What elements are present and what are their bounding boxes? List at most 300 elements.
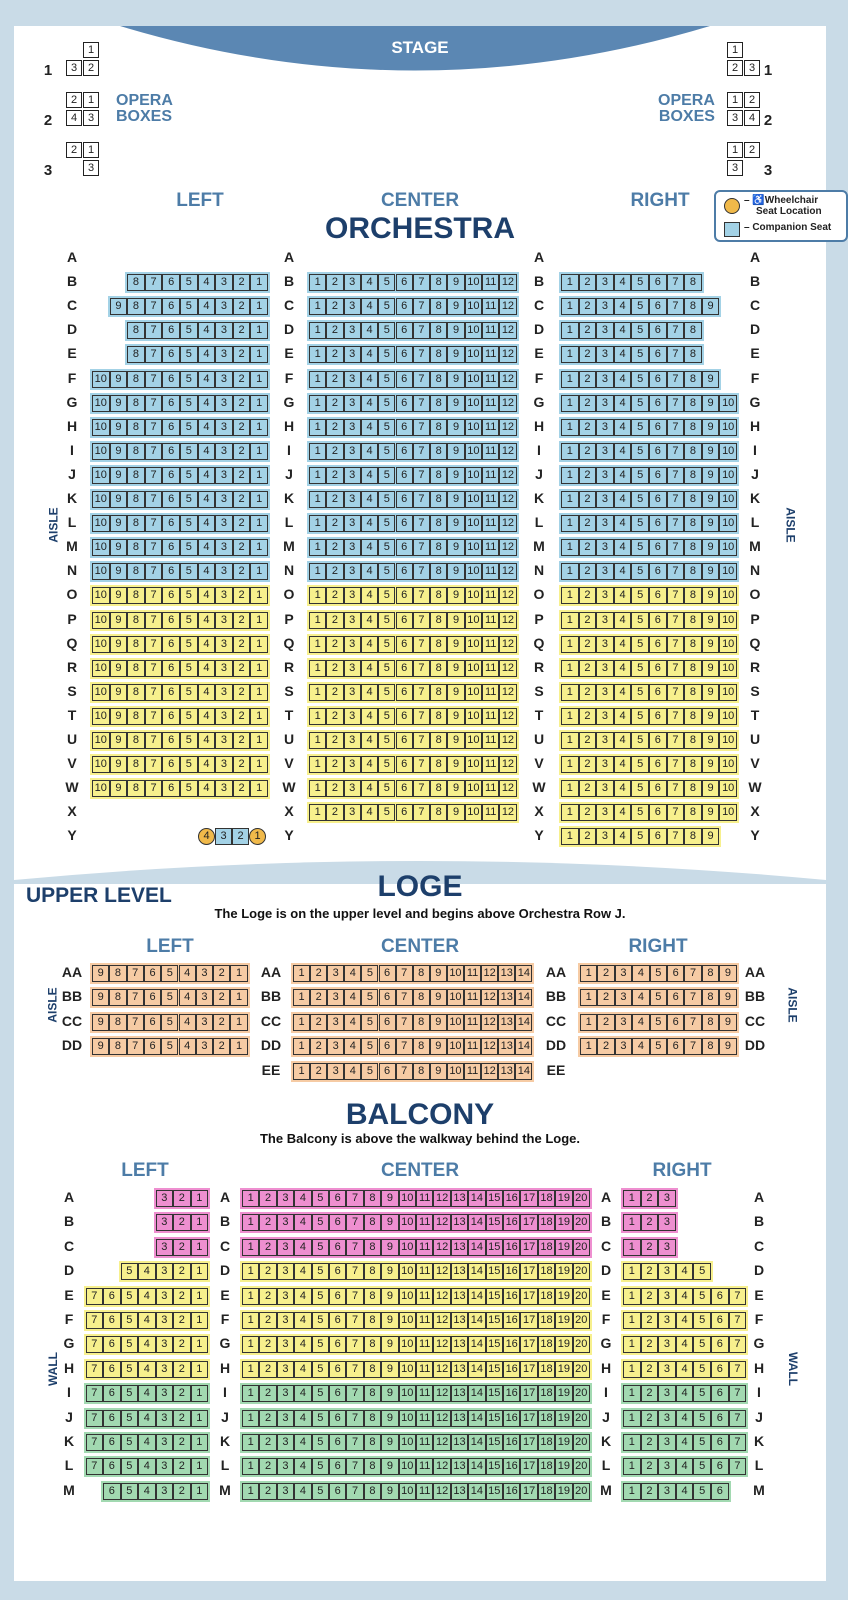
seat[interactable]: 14	[468, 1312, 485, 1329]
seat[interactable]: 16	[503, 1458, 520, 1475]
seat[interactable]: 2	[233, 539, 251, 556]
seat[interactable]: 3	[156, 1214, 174, 1231]
seat[interactable]: 2	[326, 322, 343, 339]
opera-box-seat[interactable]: 1	[727, 92, 743, 108]
seat[interactable]: 10	[92, 563, 110, 580]
seat[interactable]: 10	[92, 443, 110, 460]
seat[interactable]: 5	[693, 1385, 711, 1402]
seat[interactable]: 2	[233, 322, 251, 339]
seat[interactable]: 10	[719, 563, 737, 580]
seat[interactable]: 4	[614, 612, 632, 629]
seat[interactable]: 7	[86, 1288, 104, 1305]
seat[interactable]: 6	[649, 539, 667, 556]
seat[interactable]: 2	[326, 443, 343, 460]
seat[interactable]: 10	[92, 756, 110, 773]
seat[interactable]: 4	[632, 989, 649, 1006]
seat[interactable]: 3	[344, 298, 361, 315]
seat[interactable]: 1	[309, 660, 326, 677]
seat[interactable]: 7	[413, 274, 430, 291]
seat[interactable]: 15	[486, 1288, 503, 1305]
seat[interactable]: 9	[447, 419, 464, 436]
seat[interactable]: 1	[250, 346, 268, 363]
seat[interactable]: 5	[631, 467, 649, 484]
seat[interactable]: 4	[198, 419, 216, 436]
seat[interactable]: 5	[312, 1288, 329, 1305]
seat[interactable]: 10	[447, 1014, 464, 1031]
seat[interactable]: 1	[309, 780, 326, 797]
seat[interactable]: 1	[293, 1038, 310, 1055]
seat[interactable]: 1	[191, 1214, 209, 1231]
seat[interactable]: 16	[503, 1190, 520, 1207]
seat[interactable]: 3	[596, 491, 614, 508]
seat[interactable]: 6	[396, 322, 413, 339]
seat[interactable]: 5	[650, 989, 667, 1006]
seat[interactable]: 8	[684, 419, 702, 436]
seat[interactable]: 7	[145, 346, 163, 363]
seat[interactable]: 15	[486, 1458, 503, 1475]
seat[interactable]: 4	[614, 274, 632, 291]
seat[interactable]: 5	[378, 612, 395, 629]
seat[interactable]: 1	[561, 732, 579, 749]
seat[interactable]: 1	[561, 780, 579, 797]
seat[interactable]: 15	[486, 1483, 503, 1500]
seat[interactable]: 9	[92, 965, 109, 982]
seat[interactable]: 5	[631, 828, 649, 845]
seat[interactable]: 1	[623, 1410, 641, 1427]
seat[interactable]: 9	[447, 346, 464, 363]
seat[interactable]: 9	[702, 539, 720, 556]
seat[interactable]: 5	[378, 756, 395, 773]
seat[interactable]: 7	[729, 1458, 747, 1475]
seat[interactable]: 4	[198, 443, 216, 460]
seat[interactable]: 5	[361, 1038, 378, 1055]
seat[interactable]: 10	[92, 660, 110, 677]
seat[interactable]: 3	[215, 346, 233, 363]
seat[interactable]: 4	[676, 1483, 694, 1500]
seat[interactable]: 16	[503, 1263, 520, 1280]
seat[interactable]: 7	[145, 587, 163, 604]
seat[interactable]: 2	[326, 467, 343, 484]
seat[interactable]: 6	[103, 1312, 121, 1329]
seat[interactable]: 6	[329, 1458, 346, 1475]
seat[interactable]: 16	[503, 1483, 520, 1500]
seat[interactable]: 6	[329, 1239, 346, 1256]
seat[interactable]: 11	[482, 780, 499, 797]
seat[interactable]: 4	[361, 274, 378, 291]
seat[interactable]: 1	[250, 612, 268, 629]
seat[interactable]: 10	[399, 1288, 416, 1305]
seat[interactable]: 8	[127, 419, 145, 436]
seat[interactable]: 13	[451, 1288, 468, 1305]
seat[interactable]: 1	[561, 612, 579, 629]
seat[interactable]: 7	[346, 1483, 363, 1500]
seat[interactable]: 12	[433, 1190, 450, 1207]
seat[interactable]: 6	[649, 467, 667, 484]
seat[interactable]: 1	[309, 612, 326, 629]
seat[interactable]: 2	[326, 684, 343, 701]
seat[interactable]: 1	[250, 708, 268, 725]
seat[interactable]: 10	[719, 539, 737, 556]
seat[interactable]: 8	[684, 804, 702, 821]
seat[interactable]: 2	[173, 1483, 191, 1500]
opera-box-seat[interactable]: 3	[727, 160, 743, 176]
seat[interactable]: 5	[693, 1410, 711, 1427]
seat[interactable]: 15	[486, 1410, 503, 1427]
seat[interactable]: 3	[215, 395, 233, 412]
seat[interactable]: 8	[127, 322, 145, 339]
seat[interactable]: 1	[250, 274, 268, 291]
seat[interactable]: 6	[162, 587, 180, 604]
seat[interactable]: 3	[156, 1385, 174, 1402]
opera-box-seat[interactable]: 4	[66, 110, 82, 126]
seat[interactable]: 2	[213, 989, 230, 1006]
seat[interactable]: 19	[555, 1385, 572, 1402]
seat[interactable]: 10	[92, 467, 110, 484]
seat[interactable]: 1	[230, 989, 247, 1006]
seat[interactable]: 19	[555, 1239, 572, 1256]
seat[interactable]: 16	[503, 1239, 520, 1256]
seat[interactable]: 7	[667, 539, 685, 556]
seat[interactable]: 8	[430, 708, 447, 725]
seat[interactable]: 4	[614, 515, 632, 532]
seat[interactable]: 6	[396, 804, 413, 821]
seat[interactable]: 15	[486, 1312, 503, 1329]
seat[interactable]: 11	[482, 491, 499, 508]
opera-box-seat[interactable]: 2	[66, 142, 82, 158]
seat[interactable]: 5	[121, 1288, 139, 1305]
seat[interactable]: 1	[242, 1312, 259, 1329]
seat[interactable]: 8	[430, 395, 447, 412]
seat[interactable]: 2	[326, 395, 343, 412]
seat[interactable]: 11	[482, 732, 499, 749]
seat[interactable]: 1	[561, 274, 579, 291]
seat[interactable]: 2	[641, 1434, 659, 1451]
seat[interactable]: 9	[381, 1410, 398, 1427]
seat[interactable]: 2	[326, 419, 343, 436]
seat[interactable]: 9	[447, 491, 464, 508]
seat[interactable]: 13	[451, 1312, 468, 1329]
seat[interactable]: 4	[198, 684, 216, 701]
seat[interactable]: 2	[641, 1214, 659, 1231]
seat[interactable]: 4	[676, 1263, 694, 1280]
seat[interactable]: 1	[623, 1361, 641, 1378]
seat[interactable]: 8	[127, 298, 145, 315]
seat[interactable]: 10	[719, 419, 737, 436]
seat[interactable]: 8	[109, 1038, 126, 1055]
seat[interactable]: 3	[596, 828, 614, 845]
seat[interactable]: 3	[596, 515, 614, 532]
seat[interactable]: 2	[259, 1214, 276, 1231]
seat[interactable]: 4	[614, 708, 632, 725]
seat[interactable]: 10	[719, 443, 737, 460]
seat[interactable]: 6	[649, 298, 667, 315]
seat[interactable]: 6	[329, 1263, 346, 1280]
seat[interactable]: 1	[580, 1014, 597, 1031]
seat[interactable]: 4	[614, 539, 632, 556]
seat[interactable]: 2	[213, 1038, 230, 1055]
seat[interactable]: 7	[413, 371, 430, 388]
seat[interactable]: 8	[684, 371, 702, 388]
seat[interactable]: 3	[344, 515, 361, 532]
seat[interactable]: 7	[729, 1361, 747, 1378]
seat[interactable]: 8	[430, 346, 447, 363]
seat[interactable]: 7	[667, 563, 685, 580]
seat[interactable]: 15	[486, 1263, 503, 1280]
seat[interactable]: 13	[451, 1410, 468, 1427]
seat[interactable]: 3	[215, 467, 233, 484]
seat[interactable]: 2	[579, 636, 597, 653]
seat[interactable]: 2	[310, 1063, 327, 1080]
seat[interactable]: 7	[127, 989, 144, 1006]
seat[interactable]: 12	[433, 1312, 450, 1329]
seat[interactable]: 5	[631, 612, 649, 629]
seat[interactable]: 2	[233, 587, 251, 604]
seat[interactable]: 10	[719, 732, 737, 749]
seat[interactable]: 1	[309, 395, 326, 412]
seat[interactable]: 3	[215, 636, 233, 653]
seat[interactable]: 5	[693, 1458, 711, 1475]
seat[interactable]: 11	[416, 1263, 433, 1280]
seat[interactable]: 8	[430, 322, 447, 339]
seat[interactable]: 10	[719, 636, 737, 653]
seat[interactable]: 7	[346, 1385, 363, 1402]
seat[interactable]: 1	[191, 1361, 209, 1378]
seat[interactable]: 5	[378, 780, 395, 797]
seat[interactable]: 10	[399, 1458, 416, 1475]
seat[interactable]: 9	[702, 684, 720, 701]
seat[interactable]: 6	[667, 1038, 684, 1055]
seat[interactable]: 1	[561, 756, 579, 773]
seat[interactable]: 5	[631, 780, 649, 797]
seat[interactable]: 7	[413, 419, 430, 436]
seat[interactable]: 5	[180, 322, 198, 339]
seat[interactable]: 7	[127, 1038, 144, 1055]
seat[interactable]: 19	[555, 1361, 572, 1378]
seat[interactable]: 8	[430, 419, 447, 436]
seat[interactable]: 2	[326, 804, 343, 821]
seat[interactable]: 5	[361, 1063, 378, 1080]
seat[interactable]: 15	[486, 1190, 503, 1207]
seat[interactable]: 10	[719, 612, 737, 629]
companion-seat[interactable]: 3	[215, 828, 232, 845]
seat[interactable]: 3	[344, 804, 361, 821]
seat[interactable]: 3	[658, 1336, 676, 1353]
seat[interactable]: 2	[173, 1239, 191, 1256]
seat[interactable]: 12	[499, 491, 516, 508]
opera-box-seat[interactable]: 1	[727, 142, 743, 158]
seat[interactable]: 5	[378, 274, 395, 291]
seat[interactable]: 8	[127, 539, 145, 556]
seat[interactable]: 2	[641, 1263, 659, 1280]
seat[interactable]: 8	[702, 965, 719, 982]
seat[interactable]: 3	[596, 443, 614, 460]
seat[interactable]: 9	[110, 756, 128, 773]
seat[interactable]: 2	[579, 660, 597, 677]
seat[interactable]: 5	[631, 322, 649, 339]
seat[interactable]: 4	[198, 395, 216, 412]
seat[interactable]: 9	[110, 371, 128, 388]
seat[interactable]: 2	[233, 515, 251, 532]
seat[interactable]: 10	[719, 515, 737, 532]
seat[interactable]: 7	[667, 515, 685, 532]
seat[interactable]: 4	[179, 1038, 196, 1055]
seat[interactable]: 13	[451, 1361, 468, 1378]
seat[interactable]: 10	[719, 660, 737, 677]
seat[interactable]: 10	[399, 1263, 416, 1280]
seat[interactable]: 7	[346, 1312, 363, 1329]
seat[interactable]: 10	[399, 1385, 416, 1402]
seat[interactable]: 1	[623, 1214, 641, 1231]
seat[interactable]: 5	[180, 539, 198, 556]
seat[interactable]: 7	[346, 1458, 363, 1475]
seat[interactable]: 3	[215, 660, 233, 677]
seat[interactable]: 10	[465, 660, 482, 677]
seat[interactable]: 4	[179, 989, 196, 1006]
seat[interactable]: 8	[127, 587, 145, 604]
seat[interactable]: 14	[468, 1434, 485, 1451]
seat[interactable]: 2	[641, 1239, 659, 1256]
seat[interactable]: 6	[144, 989, 161, 1006]
seat[interactable]: 12	[499, 612, 516, 629]
seat[interactable]: 9	[702, 515, 720, 532]
seat[interactable]: 3	[344, 539, 361, 556]
seat[interactable]: 9	[447, 660, 464, 677]
seat[interactable]: 2	[259, 1263, 276, 1280]
seat[interactable]: 3	[596, 684, 614, 701]
seat[interactable]: 5	[631, 587, 649, 604]
seat[interactable]: 12	[433, 1434, 450, 1451]
seat[interactable]: 5	[361, 989, 378, 1006]
seat[interactable]: 4	[676, 1385, 694, 1402]
seat[interactable]: 17	[520, 1288, 537, 1305]
seat[interactable]: 12	[499, 684, 516, 701]
seat[interactable]: 2	[326, 563, 343, 580]
seat[interactable]: 14	[468, 1288, 485, 1305]
seat[interactable]: 14	[468, 1214, 485, 1231]
seat[interactable]: 6	[103, 1336, 121, 1353]
seat[interactable]: 16	[503, 1361, 520, 1378]
seat[interactable]: 3	[215, 491, 233, 508]
seat[interactable]: 12	[481, 965, 498, 982]
seat[interactable]: 6	[162, 756, 180, 773]
seat[interactable]: 7	[346, 1361, 363, 1378]
seat[interactable]: 1	[191, 1483, 209, 1500]
seat[interactable]: 4	[198, 708, 216, 725]
seat[interactable]: 9	[381, 1483, 398, 1500]
seat[interactable]: 3	[596, 298, 614, 315]
seat[interactable]: 8	[430, 443, 447, 460]
seat[interactable]: 11	[482, 515, 499, 532]
seat[interactable]: 6	[396, 636, 413, 653]
seat[interactable]: 12	[433, 1458, 450, 1475]
seat[interactable]: 18	[538, 1385, 555, 1402]
seat[interactable]: 2	[579, 708, 597, 725]
seat[interactable]: 9	[447, 612, 464, 629]
seat[interactable]: 9	[447, 732, 464, 749]
seat[interactable]: 6	[711, 1361, 729, 1378]
seat[interactable]: 7	[396, 989, 413, 1006]
seat[interactable]: 10	[465, 274, 482, 291]
seat[interactable]: 8	[430, 467, 447, 484]
seat[interactable]: 20	[573, 1239, 590, 1256]
seat[interactable]: 7	[86, 1385, 104, 1402]
seat[interactable]: 1	[230, 965, 247, 982]
seat[interactable]: 3	[344, 684, 361, 701]
seat[interactable]: 4	[676, 1458, 694, 1475]
seat[interactable]: 4	[361, 636, 378, 653]
seat[interactable]: 3	[277, 1190, 294, 1207]
seat[interactable]: 4	[294, 1410, 311, 1427]
seat[interactable]: 1	[191, 1410, 209, 1427]
seat[interactable]: 4	[294, 1263, 311, 1280]
seat[interactable]: 7	[413, 491, 430, 508]
seat[interactable]: 4	[614, 756, 632, 773]
seat[interactable]: 6	[103, 1385, 121, 1402]
seat[interactable]: 4	[614, 563, 632, 580]
seat[interactable]: 5	[378, 443, 395, 460]
seat[interactable]: 4	[294, 1239, 311, 1256]
seat[interactable]: 3	[277, 1214, 294, 1231]
opera-box-seat[interactable]: 3	[83, 160, 99, 176]
seat[interactable]: 3	[344, 563, 361, 580]
seat[interactable]: 13	[498, 1014, 515, 1031]
seat[interactable]: 12	[481, 989, 498, 1006]
seat[interactable]: 4	[614, 828, 632, 845]
seat[interactable]: 1	[580, 965, 597, 982]
seat[interactable]: 5	[312, 1434, 329, 1451]
seat[interactable]: 7	[145, 612, 163, 629]
seat[interactable]: 1	[309, 563, 326, 580]
seat[interactable]: 5	[378, 491, 395, 508]
seat[interactable]: 6	[162, 395, 180, 412]
seat[interactable]: 3	[615, 1038, 632, 1055]
seat[interactable]: 4	[138, 1483, 156, 1500]
seat[interactable]: 3	[277, 1239, 294, 1256]
seat[interactable]: 4	[361, 756, 378, 773]
seat[interactable]: 6	[396, 298, 413, 315]
seat[interactable]: 12	[499, 274, 516, 291]
seat[interactable]: 13	[498, 989, 515, 1006]
seat[interactable]: 7	[145, 274, 163, 291]
seat[interactable]: 7	[413, 298, 430, 315]
seat[interactable]: 1	[250, 322, 268, 339]
seat[interactable]: 4	[198, 756, 216, 773]
seat[interactable]: 4	[632, 1014, 649, 1031]
seat[interactable]: 9	[447, 587, 464, 604]
seat[interactable]: 14	[515, 989, 532, 1006]
seat[interactable]: 7	[145, 491, 163, 508]
seat[interactable]: 12	[499, 515, 516, 532]
seat[interactable]: 5	[180, 419, 198, 436]
seat[interactable]: 7	[684, 1014, 701, 1031]
seat[interactable]: 8	[684, 274, 702, 291]
seat[interactable]: 19	[555, 1214, 572, 1231]
seat[interactable]: 2	[213, 1014, 230, 1031]
seat[interactable]: 1	[191, 1288, 209, 1305]
seat[interactable]: 6	[396, 612, 413, 629]
seat[interactable]: 12	[499, 708, 516, 725]
seat[interactable]: 8	[364, 1483, 381, 1500]
seat[interactable]: 3	[327, 1063, 344, 1080]
seat[interactable]: 8	[684, 828, 702, 845]
opera-box-seat[interactable]: 2	[83, 60, 99, 76]
seat[interactable]: 6	[649, 346, 667, 363]
seat[interactable]: 1	[623, 1312, 641, 1329]
seat[interactable]: 5	[121, 1385, 139, 1402]
seat[interactable]: 7	[413, 732, 430, 749]
seat[interactable]: 1	[309, 298, 326, 315]
seat[interactable]: 10	[399, 1239, 416, 1256]
